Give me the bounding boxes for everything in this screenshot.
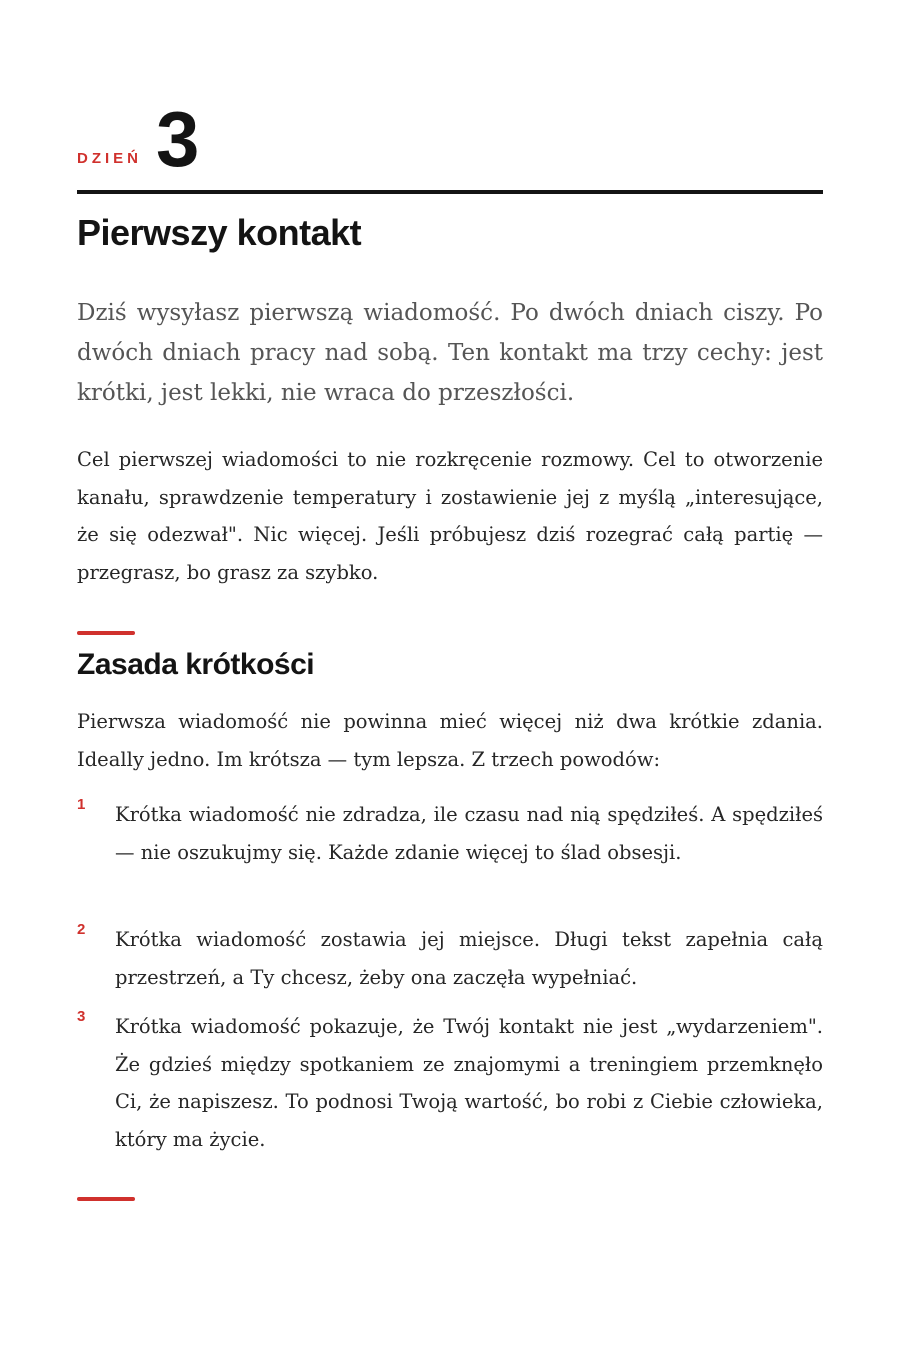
list-number: 2 (77, 921, 86, 938)
list-item-text: Krótka wiadomość pokazuje, że Twój kontakt nie jest „wydarzeniem". Że gdzieś między spotkaniem ze znajomymi a treningiem przemknęło Ci, że napiszesz. To podnosi Twoją wartość, bo robi z Ciebie człowieka, który ma życie. (115, 1015, 823, 1151)
list-number: 1 (77, 796, 86, 813)
section-intro: Pierwsza wiadomość nie powinna mieć więcej niż dwa krótkie zdania. Ideally jedno. Im krótsza — tym lepsza. Z trzech powodów: (77, 710, 823, 771)
numbered-list-item (77, 921, 823, 996)
day-header (77, 95, 200, 183)
page-title: Pierwszy kontakt (77, 212, 362, 253)
lead-paragraph: Dziś wysyłasz pierwszą wiadomość. Po dwóch dniach ciszy. Po dwóch dniach pracy nad sobą. Ten kontakt ma trzy cechy: jest krótki, jest lekki, nie wraca do przeszłości. (77, 300, 823, 406)
day-number: 3 (156, 95, 200, 183)
end-divider (77, 1197, 135, 1201)
list-item-text: Krótka wiadomość zostawia jej miejsce. Długi tekst zapełnia całą przestrzeń, a Ty chcesz, żeby ona zaczęła wypełniać. (115, 928, 823, 989)
numbered-list-item (77, 1008, 823, 1158)
list-number: 3 (77, 1008, 86, 1025)
section-divider (77, 631, 135, 635)
section-heading: Zasada krótkości (77, 648, 315, 681)
body-paragraph: Cel pierwszej wiadomości to nie rozkręcenie rozmowy. Cel to otworzenie kanału, sprawdzenie temperatury i zostawienie jej z myślą „interesujące, że się odezwał". Nic więcej. Jeśli próbujesz dziś rozegrać całą partię — przegrasz, bo grasz za szybko. (77, 448, 823, 584)
header-divider (77, 190, 823, 194)
numbered-list-item (77, 796, 823, 871)
day-label: DZIEŃ (77, 150, 142, 167)
list-item-text: Krótka wiadomość nie zdradza, ile czasu nad nią spędziłeś. A spędziłeś — nie oszukujmy się. Każde zdanie więcej to ślad obsesji. (115, 803, 823, 864)
